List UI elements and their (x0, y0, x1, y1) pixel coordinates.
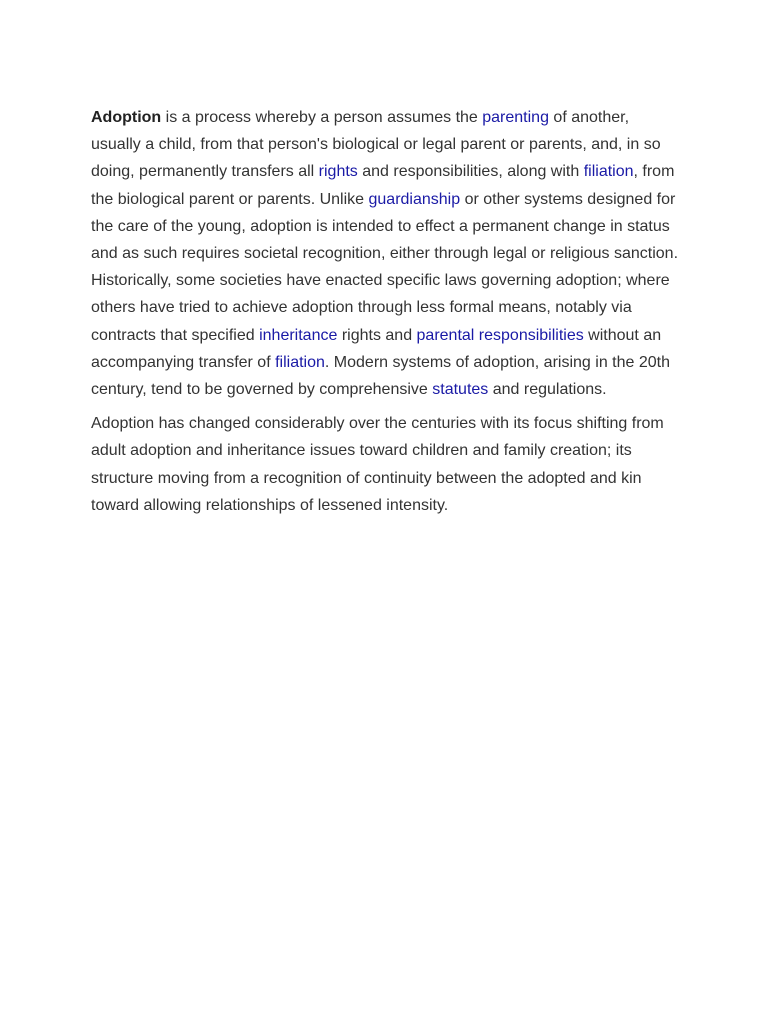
text-segment: without an accompanying transfer of (91, 326, 662, 371)
link-filiation-2[interactable]: filiation (275, 353, 325, 371)
text-segment: and responsibilities, along with (357, 163, 584, 181)
text-segment: is a process whereby a person assumes the (161, 109, 483, 126)
link-parenting[interactable]: parenting (482, 109, 549, 126)
article-paragraph-2: Adoption has changed considerably over the centuries with its focus shifting from adult adoption and inheritance issues toward children and family creation; its structure moving from a recognition of continuity between the adopted and kin toward allowing relationships of lessened intensity. (91, 415, 664, 514)
link-guardianship[interactable]: guardianship (368, 190, 461, 208)
text-segment: . Modern systems of adoption, arising in the 20th century, tend to be governed by comprehensive (91, 353, 670, 399)
link-filiation[interactable]: filiation (583, 163, 634, 181)
article-term: Adoption (91, 109, 162, 126)
article-paragraph-1 (91, 104, 680, 403)
text-segment: rights and (337, 326, 417, 344)
text-segment: or other systems designed for the care of the young, adoption is intended to effect a permanent change in status and as such requires societal recognition, either through legal or religious sanction. Historically, some societies have enacted specific laws governing adoption; where others have tried to achieve adoption through less formal means, notably via contracts that specified (91, 190, 679, 344)
text-segment: , from the biological parent or parents. Unlike (91, 163, 675, 208)
text-segment: of another, usually a child, from that person's biological or legal parent or parents, and, in so doing, permanently transfers all (91, 109, 661, 181)
link-inheritance[interactable]: inheritance (259, 326, 338, 344)
link-rights[interactable]: rights (318, 163, 358, 181)
link-parental-responsibilities[interactable]: parental responsibilities (416, 326, 584, 344)
text-segment: and regulations. (488, 381, 607, 399)
link-statutes[interactable]: statutes (432, 381, 489, 399)
